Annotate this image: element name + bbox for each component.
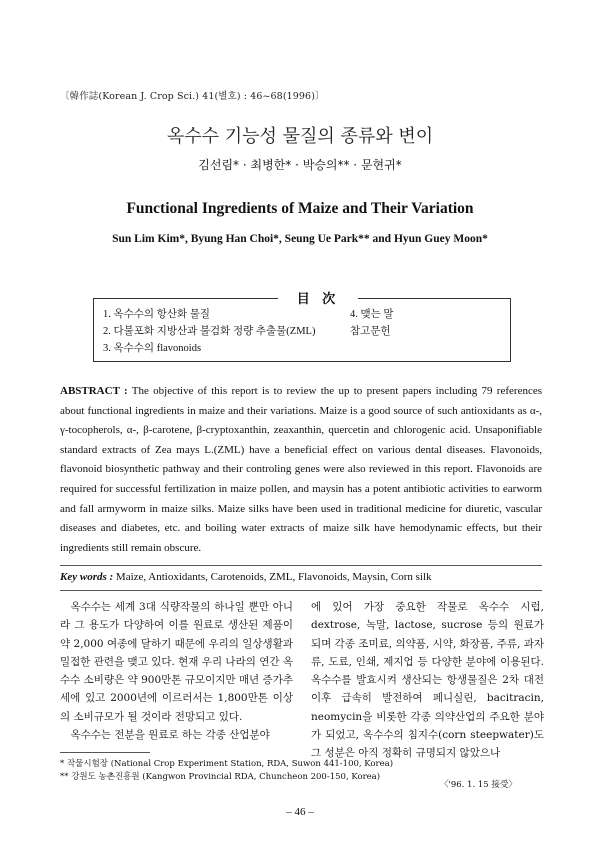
keywords-text: Maize, Antioxidants, Carotenoids, ZML, Flavonoids, Maysin, Corn silk (115, 571, 432, 583)
toc-item: 1. 옥수수의 항산화 물질 (103, 309, 211, 320)
footnote-affiliation-1: * 작물시험장 (National Crop Experiment Station, RDA, Suwon 441-100, Korea) (60, 759, 394, 769)
abstract (60, 382, 542, 558)
keywords-label: Key words : (60, 571, 114, 583)
footnote-affiliation-2: ** 강원도 농촌진흥원 (Kangwon Provincial RDA, Chuncheon 200-150, Korea) (60, 772, 381, 782)
received-date: 〈'96. 1. 15 接受〉 (440, 780, 517, 790)
page-number: – 46 – (286, 806, 314, 818)
divider (60, 590, 542, 591)
journal-citation: 〔韓作誌(Korean J. Crop Sci.) 41(별호) : 46~68(1996)〕 (60, 91, 325, 102)
toc-item: 4. 맺는 말 (350, 309, 394, 320)
toc-item: 참고문헌 (350, 326, 391, 337)
body-paragraph: 옥수수는 세계 3대 식량작물의 하나일 뿐만 아니라 그 용도가 다양하여 이를 원료로 생산된 제품이 약 2,000 여종에 달하기 때문에 우리의 일상생활과 밀접한 관련을 맺고 있다. 현재 우리 나라의 연간 옥수수 소비량은 약 900만톤 규모이지만 매년 증가추세에 있고 2000년에 이르러서는 1,800만톤 이상의 소비규모가 될 것이라 전망되고 있다. (60, 601, 293, 723)
toc-heading: 目 次 (278, 288, 358, 307)
english-authors: Sun Lim Kim*, Byung Han Choi*, Seung Ue Park** and Hyun Guey Moon* (112, 233, 488, 245)
body-paragraph: 에 있어 가장 중요한 작물로 옥수수 시럽, dextrose, 녹말, lactose, sucrose 등의 원료가 되며 각종 조미료, 의약품, 시약, 화장품, 주류, 과자류, 도료, 인쇄, 제지업 등 다양한 분야에 이용된다. 옥수수를 발효시켜 생산되는 항생물질은 2차 대전 이후 급속히 발전하여 페니실린, bacitracin, neomycin을 비롯한 각종 의약산업의 주요한 분야가 되었고, 옥수수의 침지수(corn steepwater)도 그 성분은 아직 정확히 규명되지 않았으나 (311, 601, 544, 760)
divider (60, 565, 542, 566)
keywords (60, 571, 542, 583)
korean-authors: 김선림* · 최병한* · 박승의** · 문현귀* (198, 158, 402, 172)
body-paragraph: 옥수수는 전분을 원료로 하는 각종 산업분야 (70, 729, 270, 742)
abstract-text: The objective of this report is to review the up to present papers including 79 references about functional ingredients in maize and their variations. Maize is a good source of such antioxidants as α-, γ-tocopherols, α-, β-carotene, β-cryptoxanthin, zeaxanthin, quercetin and chlorogenic acid. Unsaponifiable standard extracts of Zea mays L.(ZML) have a beneficial effect on various dental diseases. Flavonoids, flavonoid biosynthetic pathway and their controling genes were also reviewed in this report. Flavonoids are required for successful fertilization in maize pollen, and maysin has a potent antibiotic activities to earworm and fall armyworm in maize silks. Maize silks have been used in traditional medicine for diuretic, vascular diseases and diabetes, etc. and boiling water extracts of maize silk have hemodynamic effects, but their ingredients still remain obscure. (60, 385, 542, 554)
body-left-column (60, 598, 293, 744)
footnote-divider (60, 752, 150, 753)
body-right-column (311, 598, 544, 763)
abstract-label: ABSTRACT : (60, 385, 128, 397)
toc-item: 3. 옥수수의 flavonoids (103, 343, 202, 354)
korean-title: 옥수수 기능성 물질의 종류와 변이 (166, 126, 434, 147)
toc-item: 2. 다불포화 지방산과 불검화 정량 추출물(ZML) (103, 326, 316, 337)
english-title: Functional Ingredients of Maize and Their Variation (126, 200, 474, 217)
